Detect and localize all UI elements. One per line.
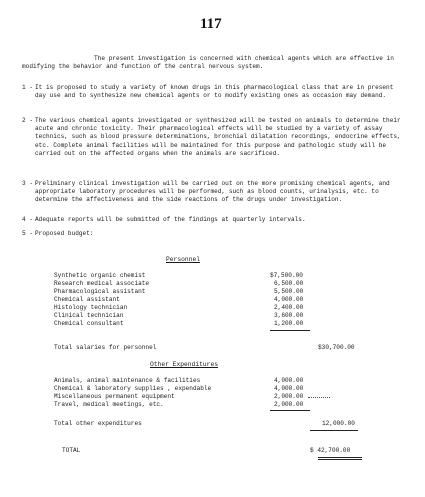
- total-label: TOTAL: [62, 447, 81, 454]
- budget-row: Miscellaneous permanent equipment: [54, 393, 175, 400]
- budget-row: Pharmacological assistant: [54, 288, 146, 295]
- budget-amount: 3,600.00: [274, 312, 304, 319]
- budget-amount: 2,000.00: [274, 401, 304, 408]
- budget-row: Synthetic organic chemist: [54, 272, 146, 279]
- total-other-amount: 12,000.00: [322, 420, 355, 427]
- total-amount: $ 42,700.00: [310, 447, 351, 454]
- budget-row: Histology technician: [54, 304, 128, 311]
- item-text: It is proposed to study a variety of known drugs in this pharmacological class that are in present day use and to synthesize new chemical agents or to modify existing ones as occasion may demand.: [35, 84, 394, 100]
- budget-row: Animals, animal maintenance & facilities: [54, 377, 201, 384]
- budget-row: Research medical associate: [54, 280, 150, 287]
- budget-amount: 4,000.00: [274, 377, 304, 384]
- budget-row: Chemical assistant: [54, 296, 120, 303]
- total-rule: [310, 430, 358, 431]
- page-number: 117: [200, 16, 222, 32]
- budget-amount: 2,000.00: [274, 393, 304, 400]
- total-personnel-amount: $30,700.00: [318, 344, 355, 351]
- budget-amount: 4,000.00: [274, 296, 304, 303]
- item-text: Adequate reports will be submitted of the findings at quarterly intervals.: [35, 216, 306, 223]
- list-item-3: [22, 180, 407, 205]
- total-personnel-label: Total salaries for personnel: [54, 344, 157, 351]
- budget-amount: 5,500.00: [274, 288, 304, 295]
- total-double-underline: [318, 459, 362, 460]
- budget-amount: 1,200.00: [274, 320, 304, 327]
- dotted-leader: [308, 397, 330, 398]
- other-expenditures-heading: Other Expenditures: [150, 361, 219, 368]
- budget-amount: $7,500.00: [270, 272, 303, 279]
- list-item-4: [22, 216, 407, 224]
- total-underline: [318, 457, 362, 458]
- item-number: 4 -: [22, 216, 33, 223]
- subtotal-rule: [270, 410, 310, 411]
- personnel-heading: Personnel: [166, 256, 201, 263]
- item-number: 5 -: [22, 230, 33, 237]
- budget-amount: 4,000.00: [274, 385, 304, 392]
- item-number: 2 -: [22, 117, 33, 124]
- total-other-label: Total other expenditures: [54, 420, 142, 427]
- item-text: Preliminary clinical investigation will be carried out on the more promising chemical agents, and appropriate laboratory procedures will be performed, such as blood counts, urinalysis, etc. to determine the affectiveness and the side reactions of the drugs under investigation.: [35, 180, 390, 204]
- intro-paragraph: [22, 55, 402, 71]
- list-item-2: [22, 117, 407, 158]
- budget-row: Chemical & laboratory supplies , expendable: [54, 385, 212, 392]
- list-item-5: [22, 230, 407, 238]
- item-text: Proposed budget:: [35, 230, 94, 237]
- budget-amount: 2,400.00: [274, 304, 304, 311]
- intro-text: The present investigation is concerned with chemical agents which are effective in modifying the behavior and function of the central nervous system.: [22, 55, 394, 70]
- item-text: The various chemical agents investigated or synthesized will be tested on animals to determine their acute and chronic toxicity. Their pharmacological effects will be studied by a variety of assay technics, such as blood pressure determinations, bronchial dilatation recordings, endocrine effects, etc. Complete animal facilities will be maintained for this purpose and pathologic study will be carried out on the affected organs when the animals are sacrificed.: [35, 117, 401, 157]
- item-number: 1 -: [22, 84, 33, 91]
- budget-row: Clinical technician: [54, 312, 124, 319]
- item-number: 3 -: [22, 180, 33, 187]
- budget-row: Chemical consultant: [54, 320, 124, 327]
- budget-row: Travel, medical meetings, etc.: [54, 401, 164, 408]
- list-item-1: [22, 84, 407, 100]
- budget-amount: 6,500.00: [274, 280, 304, 287]
- subtotal-rule: [270, 330, 310, 331]
